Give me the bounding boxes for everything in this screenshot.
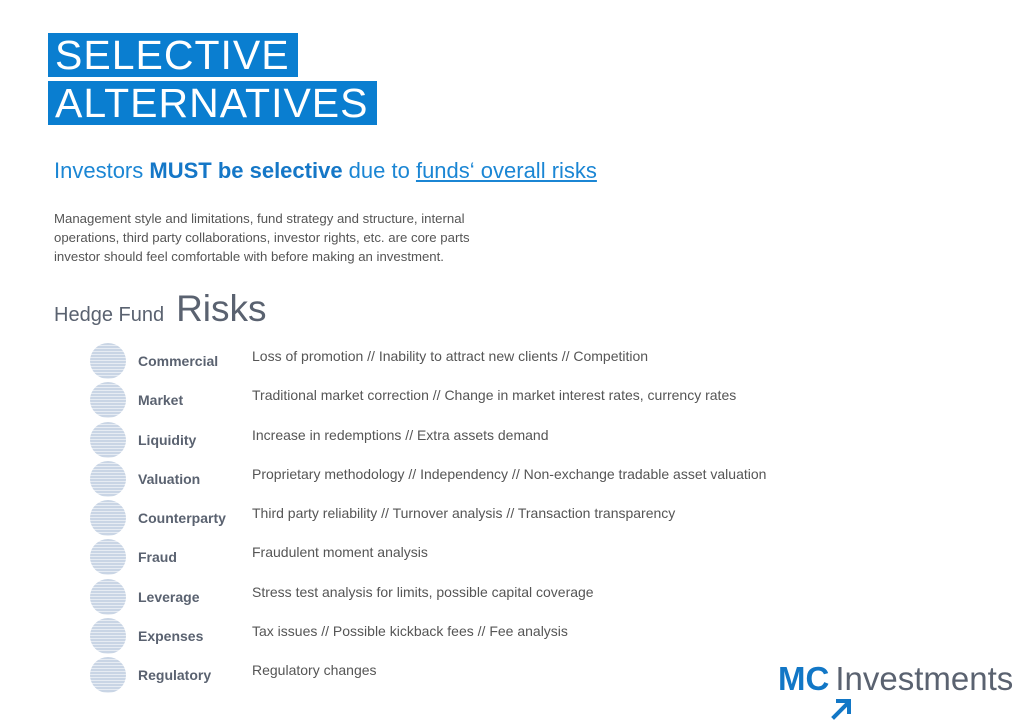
bullet-circle-icon <box>90 382 126 418</box>
risk-name: Commercial <box>138 353 219 369</box>
risk-name: Regulatory <box>138 667 212 684</box>
risk-name: Market <box>138 392 184 409</box>
risk-description: Stress test analysis for limits, possible capital coverage <box>252 583 594 600</box>
risk-description: Third party reliability // Turnover analysis // Transaction transparency <box>252 505 676 522</box>
arrow-up-right-icon <box>830 696 854 720</box>
risk-row <box>0 537 1024 576</box>
risk-description: Fraudulent moment analysis <box>252 544 428 561</box>
risk-description: Proprietary methodology // Independency // Non-exchange tradable asset valuation <box>252 465 767 482</box>
risk-name: Liquidity <box>138 431 197 448</box>
bullet-circle-icon <box>90 539 126 575</box>
logo-mc: MC <box>778 660 830 697</box>
risk-name: Expenses <box>138 628 204 645</box>
bullet-circle-icon <box>90 422 126 458</box>
risk-row <box>0 616 1024 655</box>
bullet-circle-icon <box>90 461 126 497</box>
headline-emphasis: MUST be selective <box>149 158 343 183</box>
headline <box>54 158 597 184</box>
risk-row <box>0 577 1024 616</box>
risk-description: Traditional market correction // Change in market interest rates, currency rates <box>252 387 737 404</box>
title-line-2: ALTERNATIVES <box>48 81 377 125</box>
risk-name: Fraud <box>138 549 177 566</box>
risk-description: Loss of promotion // Inability to attract new clients // Competition <box>252 348 649 364</box>
section-heading <box>54 288 267 330</box>
section-heading-small: Hedge Fund <box>54 304 165 326</box>
risk-name: Counterparty <box>138 510 226 527</box>
bullet-circle-icon <box>90 618 126 654</box>
headline-part-3: due to <box>342 158 416 183</box>
risk-name: Valuation <box>138 470 201 487</box>
risk-row <box>0 420 1024 459</box>
risk-row <box>0 380 1024 419</box>
logo-investments: Investments <box>835 660 1014 697</box>
bullet-circle-icon <box>90 343 126 379</box>
risk-row <box>0 498 1024 537</box>
risk-description: Increase in redemptions // Extra assets demand <box>252 426 549 443</box>
risk-name: Leverage <box>138 588 200 605</box>
mc-investments-logo <box>778 661 1013 697</box>
section-heading-big: Risks <box>176 288 267 329</box>
bullet-circle-icon <box>90 579 126 615</box>
risk-row <box>0 341 1024 380</box>
risk-description: Tax issues // Possible kickback fees // Fee analysis <box>252 623 568 640</box>
intro-paragraph: Management style and limitations, fund strategy and structure, internal operations, third party collaborations, investor rights, etc. are core parts investor should feel comfortable with before making an investment. <box>54 211 470 264</box>
headline-underlined: funds‘ overall risks <box>415 158 597 183</box>
bullet-circle-icon <box>90 500 126 536</box>
risk-row <box>0 459 1024 498</box>
headline-part-1: Investors <box>54 158 150 183</box>
risk-description: Regulatory changes <box>252 662 377 679</box>
title-line-1: SELECTIVE <box>48 33 298 77</box>
bullet-circle-icon <box>90 657 126 693</box>
risk-list <box>0 341 1024 695</box>
